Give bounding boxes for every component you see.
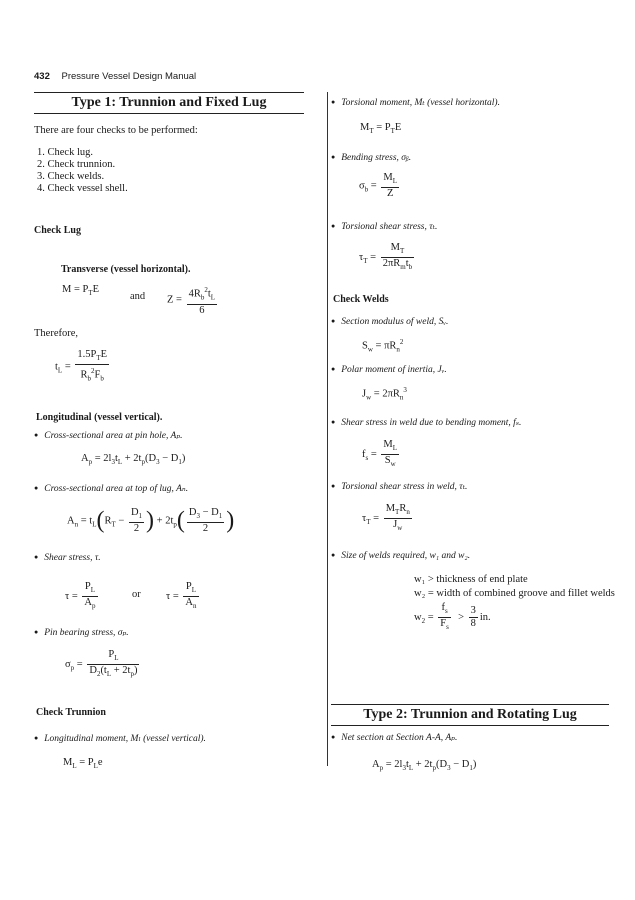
book-title: Pressure Vessel Design Manual bbox=[61, 71, 197, 82]
section-title-type2: Type 2: Trunnion and Rotating Lug bbox=[331, 704, 609, 726]
eq-tau-weld: $\tau_T$ = $\frac{M_TR_n}{J_w}$ bbox=[362, 503, 410, 533]
bullet-shear-weld: ● Shear stress in weld due to bending moment, fₛ. bbox=[331, 417, 521, 428]
eq-an: $A_n = t_L(R_T$ − $\frac{D_1}{2}$ ) + $2t_p$( $\frac{D_3 - D_1}{2}$ ) bbox=[67, 507, 235, 535]
eq-ap2: $A_p = 2l_3t_L + 2t_p(D_3 - D_1)$ bbox=[372, 759, 477, 773]
bullet-section-modulus: ● Section modulus of weld, Sᵥ. bbox=[331, 317, 448, 327]
check-item: 3. Check welds. bbox=[37, 171, 105, 182]
bullet-polar: ● Polar moment of inertia, Jᵥ. bbox=[331, 365, 447, 375]
bullet-long-moment: ● Longitudinal moment, Mₗ (vessel vertical). bbox=[34, 733, 206, 744]
bullet-bending: ● Bending stress, σᵦ. bbox=[331, 153, 411, 163]
check-item: 4. Check vessel shell. bbox=[37, 183, 128, 194]
bullet-net-section: ● Net section at Section A-A, Aₚ. bbox=[331, 732, 457, 743]
eq-moment: $M = P_TE$ bbox=[62, 284, 100, 298]
eq-tau-ap: τ = $\frac{P_L}{A_p}$ bbox=[65, 581, 96, 611]
therefore-text: Therefore, bbox=[34, 328, 79, 339]
bullet-cross-pin: ● Cross-sectional area at pin hole, Aₚ. bbox=[34, 430, 183, 441]
bullet-pin-bearing: ● Pin bearing stress, σₚ. bbox=[34, 627, 129, 638]
eq-tau-an: τ = $\frac{P_L}{A_n}$ bbox=[166, 581, 197, 611]
longitudinal-heading: Longitudinal (vessel vertical). bbox=[36, 412, 163, 423]
eq-mt: $M_T = P_TE$ bbox=[360, 122, 402, 136]
eq-sw: $S_w = \pi R_n^2$ bbox=[362, 338, 404, 354]
w1-text: w₁ > thickness of end plate bbox=[414, 574, 528, 585]
check-item: 1. Check lug. bbox=[37, 147, 93, 158]
check-welds-heading: Check Welds bbox=[333, 294, 389, 305]
bullet-torsional-shear: ● Torsional shear stress, τₜ. bbox=[331, 221, 437, 232]
and-word: and bbox=[130, 291, 146, 302]
eq-sigma-b: $\sigma_b$ = $\frac{M_L}{Z}$ bbox=[359, 172, 397, 200]
section-title-type1: Type 1: Trunnion and Fixed Lug bbox=[34, 92, 304, 114]
check-lug-heading: Check Lug bbox=[34, 225, 81, 236]
bullet-cross-top: ● Cross-sectional area at top of lug, Aₙ. bbox=[34, 483, 188, 494]
bullet-torsional-moment: ● Torsional moment, Mₜ (vessel horizontal). bbox=[331, 97, 500, 108]
page-number: 432 bbox=[34, 71, 50, 82]
column-divider bbox=[327, 92, 328, 766]
eq-ml: $M_L = P_Le$ bbox=[63, 757, 103, 771]
check-item: 2. Check trunnion. bbox=[37, 159, 116, 170]
eq-tl: $t_L$ = $\frac{1.5P_TE}{R_b^2F_b}$ bbox=[55, 349, 108, 383]
or-word: or bbox=[132, 589, 141, 600]
bullet-size-welds: ● Size of welds required, w₁ and w₂. bbox=[331, 551, 470, 561]
eq-tau-t: $\tau_T$ = $\frac{M_T}{2\pi R_mt_b}$ bbox=[359, 242, 413, 272]
intro-text: There are four checks to be performed: bbox=[34, 125, 198, 136]
page-header bbox=[34, 71, 196, 82]
eq-ap: $A_p = 2l_3t_L + 2t_p(D_3 - D_1)$ bbox=[81, 453, 186, 467]
eq-fs: $f_s$ = $\frac{M_L}{S_w}$ bbox=[362, 439, 398, 469]
eq-z: Z = $\frac{4R_b^2t_L}{6}$ bbox=[167, 286, 216, 316]
bullet-torsional-weld: ● Torsional shear stress in weld, τₜ. bbox=[331, 481, 467, 492]
transverse-heading: Transverse (vessel horizontal). bbox=[61, 264, 191, 275]
bullet-shear: ● Shear stress, τ. bbox=[34, 553, 101, 563]
eq-jw: $J_w = 2\pi R_n^3$ bbox=[362, 386, 407, 402]
w2-text: w₂ = width of combined groove and fillet welds bbox=[414, 588, 615, 599]
eq-w2: $w_2$ = $\frac{f_s}{F_s}$ > $\frac{3}{8}$ in. bbox=[414, 602, 491, 632]
check-trunnion-heading: Check Trunnion bbox=[36, 707, 106, 718]
eq-sigma-p: $\sigma_p$ = $\frac{P_L}{D_2(t_L + 2t_p)}$ bbox=[65, 649, 138, 679]
